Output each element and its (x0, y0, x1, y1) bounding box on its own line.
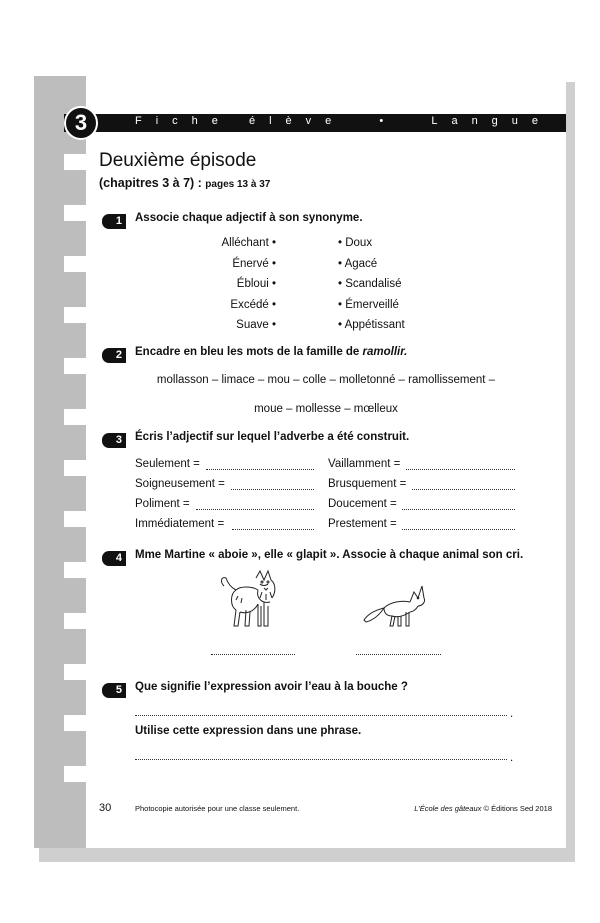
question-instruction: Mme Martine « aboie », elle « glapit ». Associe à chaque animal son cri. (135, 549, 524, 561)
page-title: Deuxième épisode (99, 150, 257, 171)
page-number: 30 (99, 802, 112, 814)
instruction-keyword: ramollir. (362, 346, 408, 358)
adverb-row (328, 498, 397, 510)
question-instruction: Écris l’adjectif sur lequel l’adverbe a été construit. (135, 431, 410, 443)
adjective-left[interactable]: Énervé • (232, 258, 276, 270)
margin-tab (64, 766, 86, 782)
footer-publisher (414, 804, 552, 813)
adverb-row (135, 518, 224, 530)
adverb-row (328, 478, 406, 490)
question-number: 4 (102, 551, 126, 566)
adjective-left[interactable]: Ébloui • (236, 278, 276, 290)
margin-tab (64, 562, 86, 578)
margin-tab (64, 358, 86, 374)
word-list-line[interactable]: mollasson – limace – mou – colle – molletonné – ramollissement – (156, 374, 496, 386)
adverb-label: Seulement = (135, 458, 200, 470)
synonym-right[interactable]: • Doux (338, 237, 373, 249)
synonym-right[interactable]: • Émerveillé (338, 299, 399, 311)
adverb-label: Poliment = (135, 498, 190, 510)
synonym-right[interactable]: • Scandalisé (338, 278, 402, 290)
answer-field[interactable] (406, 468, 515, 470)
answer-field[interactable] (232, 528, 314, 530)
subtitle-pages: pages 13 à 37 (205, 179, 271, 190)
question-number: 3 (102, 433, 126, 448)
instruction-text: Encadre en bleu les mots de la famille de (135, 346, 363, 358)
adjective-left[interactable]: Suave • (236, 319, 276, 331)
period-mark: . (510, 752, 514, 764)
margin-tab (64, 511, 86, 527)
margin-tab (64, 715, 86, 731)
synonym-right[interactable]: • Agacé (338, 258, 378, 270)
fox-icon (362, 578, 430, 630)
question-instruction: Utilise cette expression dans une phrase. (135, 725, 362, 737)
adverb-label: Vaillamment = (328, 458, 401, 470)
question-instruction: Que signifie l’expression avoir l’eau à la bouche ? (135, 681, 408, 693)
adverb-row (135, 498, 190, 510)
adverb-label: Brusquement = (328, 478, 407, 490)
question-number: 1 (102, 214, 126, 229)
answer-line[interactable] (135, 714, 507, 716)
header-band-text: Fiche élève • Langue (135, 115, 553, 127)
subtitle-main: (chapitres 3 à 7) : (99, 176, 206, 190)
answer-field[interactable] (231, 488, 314, 490)
synonym-right[interactable]: • Appétissant (338, 319, 405, 331)
answer-line[interactable] (135, 758, 507, 760)
margin-tab (64, 205, 86, 221)
margin-tab (64, 613, 86, 629)
adverb-label: Immédiatement = (135, 518, 225, 530)
margin-tab (64, 460, 86, 476)
publisher-text: © Éditions Sed 2018 (481, 804, 552, 813)
answer-field[interactable] (402, 528, 515, 530)
dog-icon (218, 568, 286, 632)
answer-field[interactable] (206, 468, 314, 470)
book-title: L’École des gâteaux (414, 804, 482, 813)
margin-tab (64, 409, 86, 425)
answer-field[interactable] (196, 508, 314, 510)
answer-field[interactable] (402, 508, 515, 510)
page-subtitle (99, 176, 270, 190)
question-number: 2 (102, 348, 126, 363)
margin-tab (64, 256, 86, 272)
question-instruction (135, 346, 407, 358)
adverb-label: Soigneusement = (135, 478, 225, 490)
word-list-line[interactable]: moue – mollesse – mœlleux (254, 403, 398, 415)
adverb-row (328, 518, 397, 530)
answer-field[interactable] (412, 488, 515, 490)
answer-field[interactable] (211, 653, 295, 655)
adverb-row (328, 458, 400, 470)
chapter-badge: 3 (64, 106, 98, 140)
margin-tab (64, 664, 86, 680)
adjective-left[interactable]: Alléchant • (221, 237, 276, 249)
adjective-left[interactable]: Excédé • (230, 299, 276, 311)
adverb-row (135, 478, 225, 490)
margin-tab (64, 154, 86, 170)
answer-field[interactable] (356, 653, 441, 655)
period-mark: . (510, 708, 514, 720)
adverb-label: Doucement = (328, 498, 397, 510)
margin-tab (64, 307, 86, 323)
question-instruction: Associe chaque adjectif à son synonyme. (135, 212, 363, 224)
question-number: 5 (102, 683, 126, 698)
footer-copyright-note: Photocopie autorisée pour une classe seulement. (135, 804, 300, 813)
adverb-label: Prestement = (328, 518, 397, 530)
